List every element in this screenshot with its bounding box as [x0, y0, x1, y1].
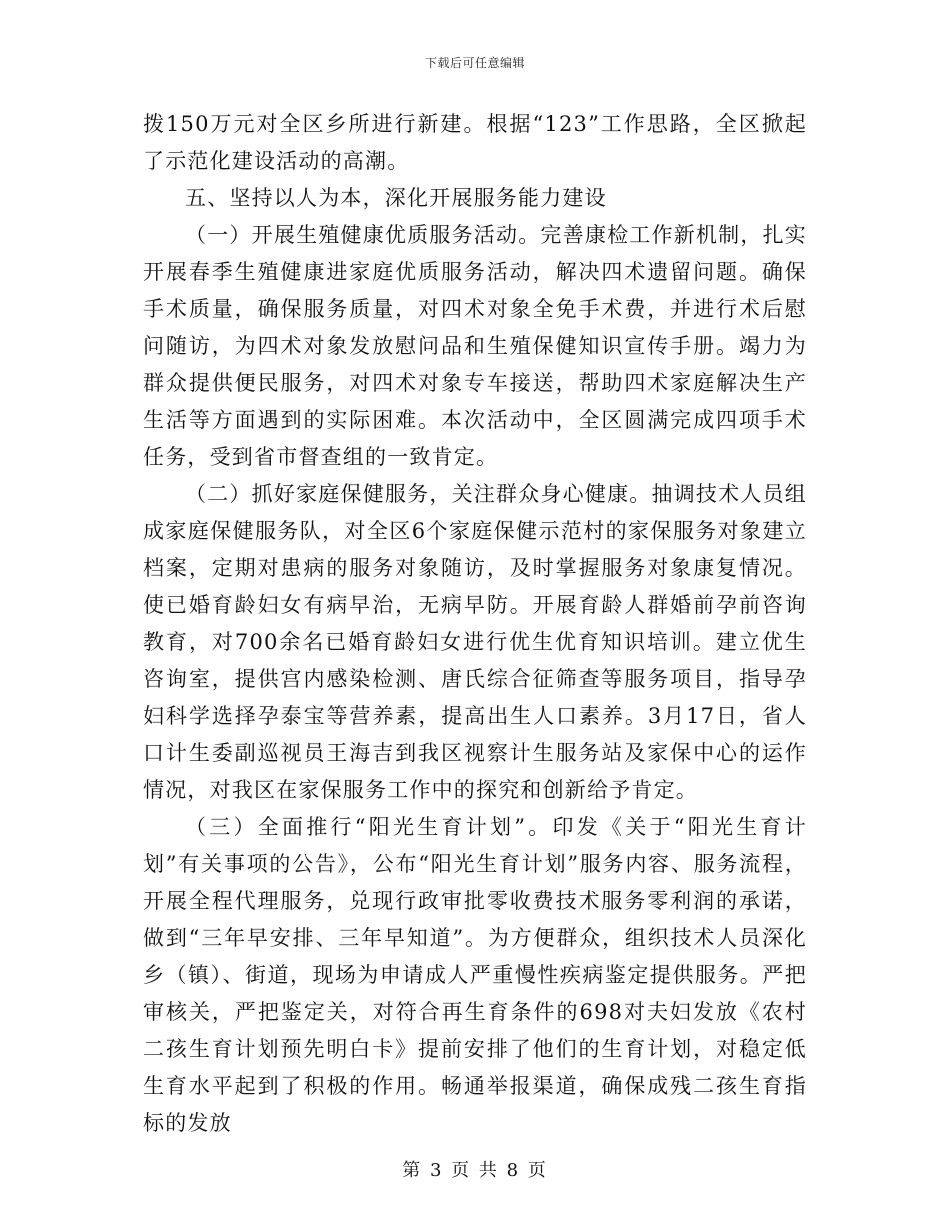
paragraph-section-3: （三）全面推行“阳光生育计划”。印发《关于“阳光生育计划”有关事项的公告》，公布“阳光生育计划”服务内容、服务流程，开展全程代理服务，兑现行政审批零收费技术服务零利润的承诺，做到“三年早安排、三年早知道”。为方便群众，组织技术人员深化乡（镇）、街道，现场为申请成人严重慢性疾病鉴定提供服务。严把审核关，严把鉴定关，对符合再生育条件的698对夫妇发放《农村二孩生育计划预先明白卡》提前安排了他们的生育计划，对稳定低生育水平起到了积极的作用。畅通举报渠道，确保成残二孩生育指标的发放 — [143, 815, 807, 1135]
paragraph-section-2: （二）抓好家庭保健服务，关注群众身心健康。抽调技术人员组成家庭保健服务队，对全区6个家庭保健示范村的家保服务对象建立档案，定期对患病的服务对象随访，及时掌握服务对象康复情况。使已婚育龄妇女有病早治，无病早防。开展育龄人群婚前孕前咨询教育，对700余名已婚育龄妇女进行优生优育知识培训。建立优生咨询室，提供宫内感染检测、唐氏综合征筛查等服务项目，指导孕妇科学选择孕泰宝等营养素，提高出生人口素养。3月17日，省人口计生委副巡视员王海吉到我区视察计生服务站及家保中心的运作情况，对我区在家保服务工作中的探究和创新给予肯定。 — [143, 482, 807, 802]
page-header-note: 下载后可任意编辑 — [424, 56, 525, 70]
paragraph-section-1: （一）开展生殖健康优质服务活动。完善康检工作新机制，扎实开展春季生殖健康进家庭优质服务活动，解决四术遗留问题。确保手术质量，确保服务质量，对四术对象全免手术费，并进行术后慰问随访，为四术对象发放慰问品和生殖保健知识宣传手册。竭力为群众提供便民服务，对四术对象专车接送，帮助四术家庭解决生产生活等方面遇到的实际困难。本次活动中，全区圆满完成四项手术任务，受到省市督查组的一致肯定。 — [143, 223, 807, 469]
document-body — [143, 106, 807, 1142]
page-footer-number: 第 3 页 共 8 页 — [402, 1160, 548, 1181]
section-heading: 五、坚持以人为本，深化开展服务能力建设 — [185, 186, 607, 210]
paragraph-continuation: 拨150万元对全区乡所进行新建。根据“123”工作思路，全区掀起了示范化建设活动的高潮。 — [143, 112, 807, 173]
